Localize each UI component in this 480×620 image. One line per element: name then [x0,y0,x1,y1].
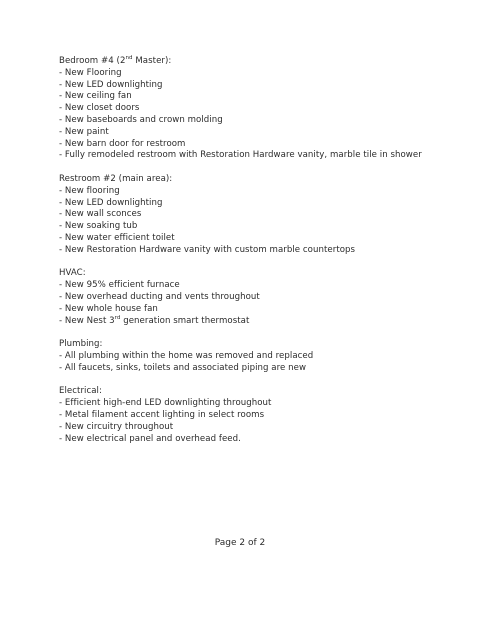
list-item-text: - New ceiling fan [59,91,132,102]
list-item [59,280,459,292]
page-number: Page 2 of 2 [214,538,266,548]
list-item-text: - New Flooring [59,67,122,78]
list-item-text: - New baseboards and crown molding [59,114,223,125]
section [59,386,459,445]
list-item-text: - New LED downlighting [59,197,163,208]
list-item [59,245,459,257]
list-item [59,422,459,434]
list-item [59,292,459,304]
section [59,56,459,162]
section [59,174,459,257]
list-item [59,68,459,80]
list-item [59,410,459,422]
section-heading-text: Bedroom #4 (2 [59,56,126,66]
list-item-text: - All plumbing within the home was removed and replaced [59,350,314,361]
list-item [59,150,459,162]
list-item-text: - New barn door for restroom [59,138,186,149]
list-item-text: - New 95% efficient furnace [59,280,180,291]
list-item [59,398,459,410]
list-item-text: - New closet doors [59,103,140,114]
section-heading-text: Restroom #2 (main area): [59,173,173,184]
list-item [59,221,459,233]
section-heading-text: Plumbing: [59,339,103,350]
list-item-superscript: rd [114,314,121,321]
list-item [59,103,459,115]
section-heading [59,174,459,186]
list-item-text-tail: generation smart thermostat [120,315,250,326]
list-item [59,91,459,103]
list-item [59,351,459,363]
section-heading-text: HVAC: [59,268,86,279]
section-heading [59,56,459,68]
list-item-text: - New Restoration Hardware vanity with custom marble countertops [59,244,356,255]
list-item [59,209,459,221]
section-heading-text-tail: Master): [132,56,172,66]
list-item-text: - Efficient high-end LED downlighting throughout [59,398,272,409]
list-item-text: - New Nest 3 [59,315,115,326]
list-item [59,186,459,198]
list-item-text: - New whole house fan [59,303,158,314]
section [59,339,459,374]
section-heading-superscript: nd [125,55,133,62]
list-item-text: - Fully remodeled restroom with Restoration Hardware vanity, marble tile in shower [59,150,422,161]
list-item [59,80,459,92]
list-item-text: - New circuitry throughout [59,421,174,432]
section-heading-text: Electrical: [59,386,102,397]
section [59,268,459,327]
list-item [59,127,459,139]
list-item [59,139,459,151]
list-item-text: - New paint [59,126,109,137]
list-item-text: - New electrical panel and overhead feed. [59,433,241,444]
list-item-text: - New overhead ducting and vents throughout [59,291,260,302]
list-item-text: - New LED downlighting [59,79,163,90]
list-item-text: - All faucets, sinks, toilets and associated piping are new [59,362,307,373]
section-heading [59,339,459,351]
list-item [59,316,459,328]
section-heading [59,386,459,398]
list-item-text: - New wall sconces [59,209,142,220]
list-item-text: - Metal filament accent lighting in select rooms [59,409,265,420]
list-item-text: - New soaking tub [59,221,138,232]
document-body [59,56,459,457]
list-item [59,434,459,446]
list-item [59,198,459,210]
list-item-text: - New water efficient toilet [59,232,175,243]
section-heading [59,268,459,280]
list-item [59,363,459,375]
list-item-text: - New flooring [59,185,120,196]
list-item [59,233,459,245]
list-item [59,115,459,127]
